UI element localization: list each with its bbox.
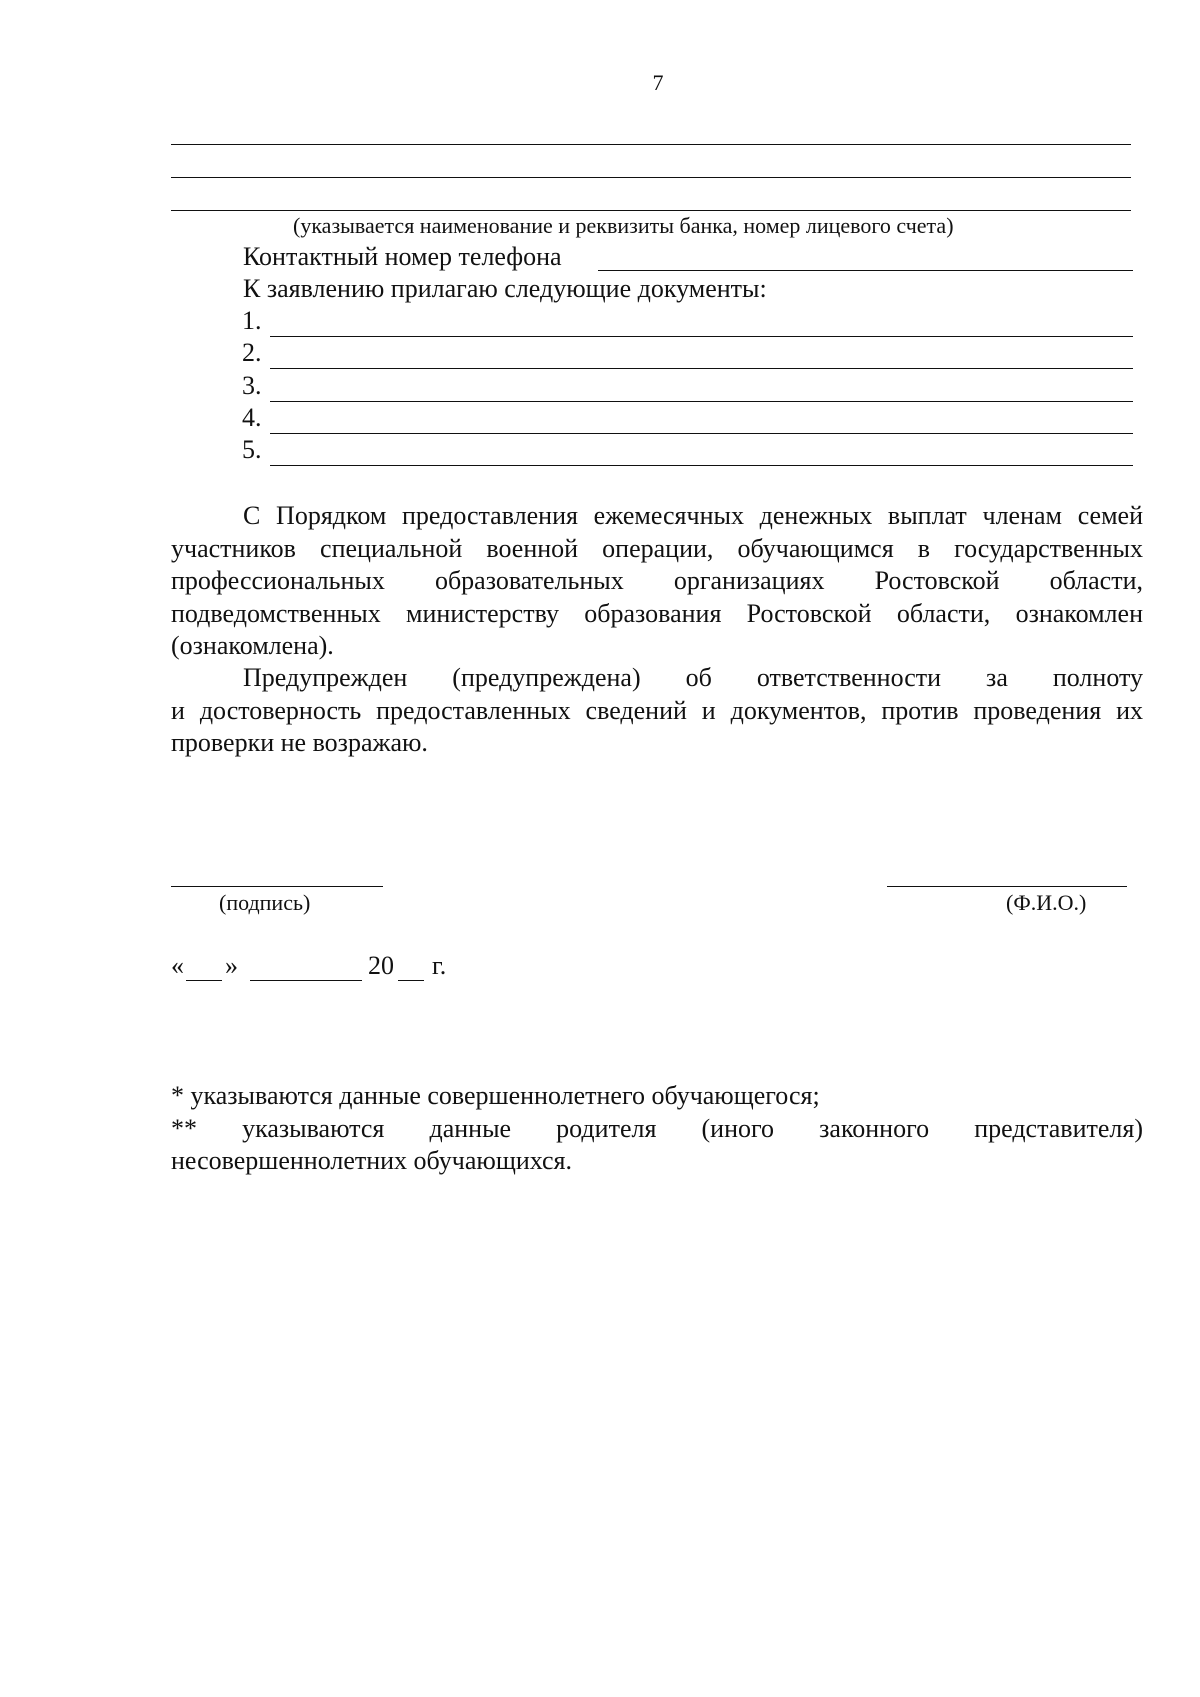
date-year-prefix: 20 xyxy=(368,951,394,980)
paragraph-line: участников специальной военной операции, обучающимся в государственных xyxy=(171,533,1143,563)
signature-caption: (подпись) xyxy=(219,890,311,915)
footnote-1: * указываются данные совершеннолетнего обучающегося; xyxy=(171,1081,820,1110)
attachments-intro: К заявлению прилагаю следующие документы: xyxy=(243,274,767,303)
attachment-field[interactable] xyxy=(270,401,1133,402)
bank-line-2[interactable] xyxy=(171,177,1131,178)
footnote-2-line-1: ** указываются данные родителя (иного законного представителя) xyxy=(171,1114,1143,1143)
paragraph-line: профессиональных образовательных организациях Ростовской области, xyxy=(171,566,1143,595)
bank-line-1[interactable] xyxy=(171,144,1131,145)
full-name-caption: (Ф.И.О.) xyxy=(1006,890,1087,915)
paragraph-line: Предупрежден (предупреждена) об ответственности за полноту xyxy=(243,663,1143,692)
paragraph-line: подведомственных министерству образования Ростовской области, ознакомлен xyxy=(171,598,1143,628)
paragraph-line: и достоверность предоставленных сведений и документов, против проведения их xyxy=(171,695,1143,725)
attachment-number: 4. xyxy=(242,403,262,432)
contact-phone-field[interactable] xyxy=(598,270,1133,271)
date-day-field[interactable] xyxy=(186,980,222,981)
bank-line-3[interactable] xyxy=(171,210,1131,211)
paragraph-line: С Порядком предоставления ежемесячных денежных выплат членам семей xyxy=(243,501,1143,530)
date-month-field[interactable] xyxy=(250,980,362,981)
attachment-number: 5. xyxy=(242,435,262,464)
date-year-suffix: г. xyxy=(432,951,447,980)
paragraph-acknowledgement xyxy=(171,500,1143,663)
footnote-2-line-2: несовершеннолетних обучающихся. xyxy=(171,1146,573,1175)
paragraph-line: проверки не возражаю. xyxy=(171,728,428,757)
attachment-field[interactable] xyxy=(270,336,1133,337)
full-name-field[interactable] xyxy=(887,886,1127,887)
page-number: 7 xyxy=(652,70,664,95)
attachment-number: 1. xyxy=(242,306,262,335)
date-open-quote: « xyxy=(171,951,184,980)
attachment-field[interactable] xyxy=(270,368,1133,369)
signature-field[interactable] xyxy=(171,886,383,887)
paragraph-warning xyxy=(171,662,1143,760)
contact-phone-label: Контактный номер телефона xyxy=(243,242,562,271)
attachment-field[interactable] xyxy=(270,465,1133,466)
date-line xyxy=(171,950,471,982)
date-year-field[interactable] xyxy=(398,980,424,981)
date-close-quote: » xyxy=(225,951,238,980)
attachment-field[interactable] xyxy=(270,433,1133,434)
attachment-number: 2. xyxy=(242,338,262,367)
bank-caption: (указывается наименование и реквизиты банка, номер лицевого счета) xyxy=(293,213,954,238)
attachment-number: 3. xyxy=(242,371,262,400)
paragraph-line: (ознакомлена). xyxy=(171,631,334,660)
